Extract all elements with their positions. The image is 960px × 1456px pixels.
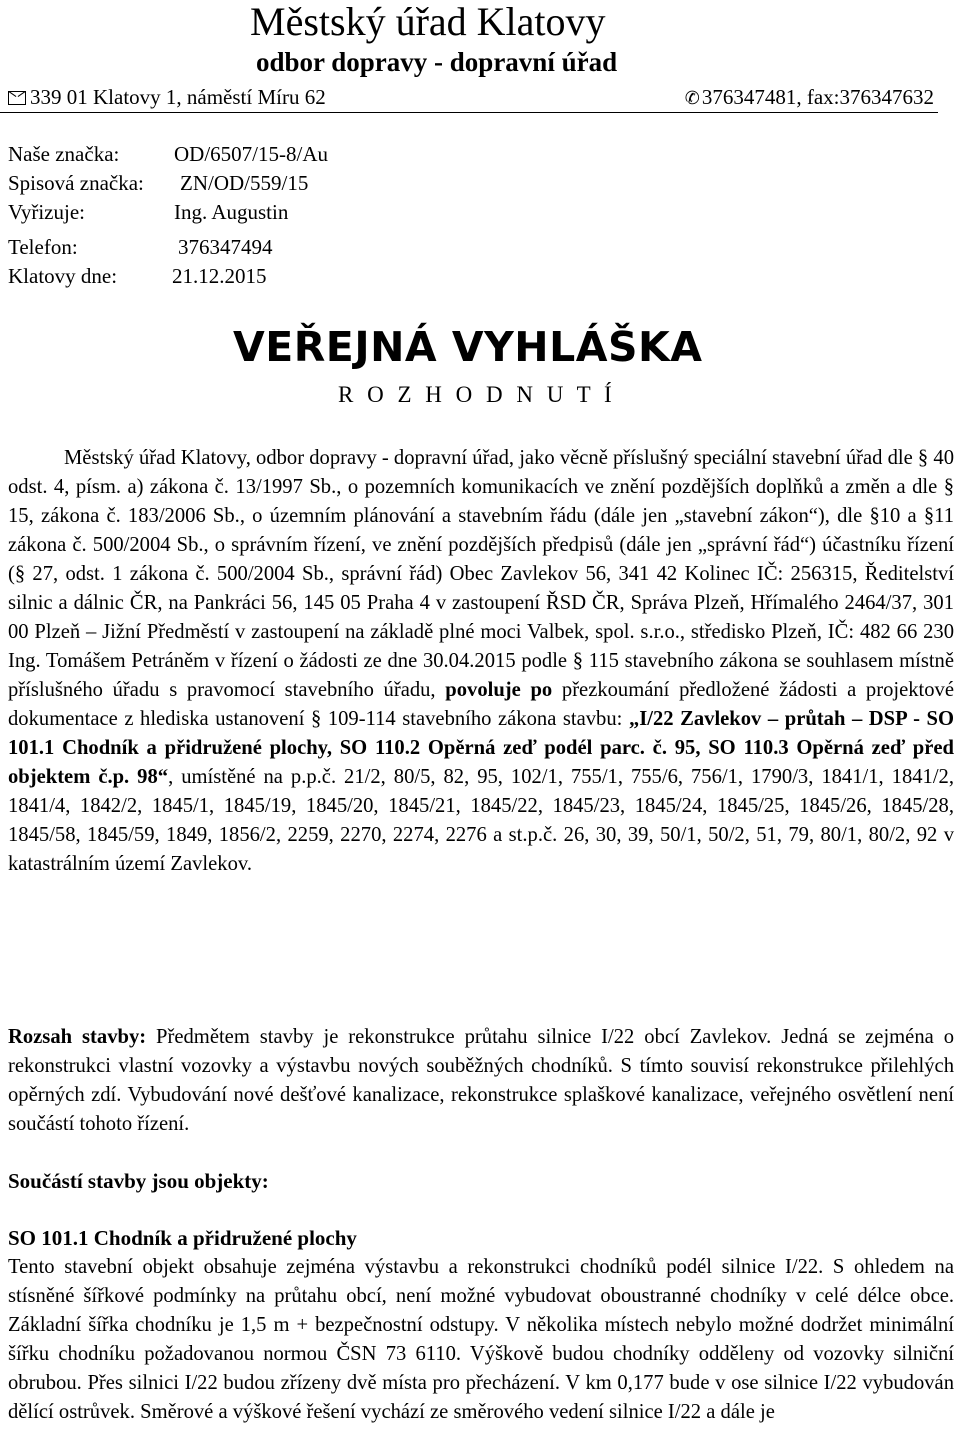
reference-row	[8, 140, 328, 168]
telephone-label: Telefon:	[8, 235, 78, 259]
scope-label: Rozsah stavby:	[8, 1026, 147, 1048]
envelope-icon	[8, 91, 26, 105]
reference-value: OD/6507/15-8/Au	[174, 142, 328, 166]
file-number-value: ZN/OD/559/15	[180, 171, 309, 195]
decision-heading: R O Z H O D N U T Í	[338, 382, 616, 407]
so-101-heading: SO 101.1 Chodník a přidružené plochy	[8, 1226, 357, 1250]
decision-paragraph	[8, 444, 954, 879]
decision-text-part1: Městský úřad Klatovy, odbor dopravy - dopravní úřad, jako věcně příslušný speciální stavební úřad dle § 40 odst. 4, písm. a) zákona č. 13/1997 Sb., o pozemních komunikacích ve znění pozdějších doplňků a změn a dle § 15, zákona č. 183/2006 Sb., o územním plánování a stavebním řádu (dále jen „stavební zákon“), dle §10 a §11 zákona č. 500/2004 Sb., o správním řízení, ve znění pozdějších předpisů (dále jen „správní řád“) účastníku řízení (§ 27, odst. 1 zákona č. 500/2004 Sb., správní řád) Obec Zavlekov 56, 341 42 Kolinec IČ: 256315, Ředitelství silnic a dálnic ČR, na Pankráci 56, 145 05 Praha 4 v zastoupení ŘSD ČR, Správa Plzeň, Hřímalého 2464/37, 301 00 Plzeň – Jižní Předměstí v zastoupení na základě plné moci Valbek, spol. s.r.o., středisko Plzeň, IČ: 482 66 230 Ing. Tomášem Petráněm v řízení o žádosti ze dne 30.04.2015 podle § 115 stavebního zákona se souhlasem místně příslušného úřadu s pravomocí stavebního úřadu,	[8, 447, 954, 701]
phone-fax-text: 376347481, fax:376347632	[701, 85, 934, 109]
file-number-label: Spisová značka:	[8, 171, 144, 195]
so-101-text: Tento stavební objekt obsahuje zejména výstavbu a rekonstrukci chodníků podél silnice I/22. S ohledem na stísněné šířkové podmínky na průtahu obcí, není možné vybudovat oboustranné chodníky v celé délce obce. Základní šířka chodníku je 1,5 m + bezpečnostní odstupy. V několika místech nebylo možné dodržet minimální šířku chodníku požadovanou normou ČSN 73 6110. Výškově budou chodníky odděleny od vozovky silniční obrubou. Přes silnici I/22 budou zřízeny dvě místa pro přecházení. V km 0,177 bude v ose silnice I/22 vybudován dělící ostrůvek. Směrové a výškové řešení vychází ze směrového vedení silnice I/22 a dále je	[8, 1256, 954, 1423]
handled-by-row	[8, 198, 288, 226]
construction-name: „I/22 Zavlekov – průtah – DSP - SO 101.1 Chodník a přidružené plochy, SO 110.2 Opěrná zeď podél parc. č. 95, SO 110.3 Opěrná zeď před objektem č.p. 98“	[8, 708, 954, 788]
address-line	[0, 82, 938, 113]
date-value: 21.12.2015	[172, 264, 267, 288]
telephone-value: 376347494	[178, 235, 273, 259]
decision-text-part3: , umístěné na p.p.č. 21/2, 80/5, 82, 95, 102/1, 755/1, 755/6, 756/1, 1790/3, 1841/1, 1841/2, 1841/4, 1842/2, 1845/1, 1845/19, 1845/20, 1845/21, 1845/22, 1845/23, 1845/24, 1845/25, 1845/26, 1845/28, 1845/58, 1845/59, 1849, 1856/2, 2259, 2270, 2274, 2276 a st.p.č. 26, 30, 39, 50/1, 50/2, 51, 79, 80/1, 80/2, 92 v katastrálním území Zavlekov.	[8, 766, 955, 875]
decision-text-part2: přezkoumání předložené žádosti a projektové dokumentace z hlediska ustanovení § 109-114 stavebního zákona stavbu:	[8, 679, 954, 730]
office-title: Městský úřad Klatovy	[250, 0, 606, 44]
so-101-paragraph	[8, 1253, 954, 1427]
date-row	[8, 262, 267, 290]
phone-icon: ✆	[684, 88, 700, 108]
file-number-row	[8, 169, 308, 197]
address-block	[8, 84, 326, 110]
reference-label: Naše značka:	[8, 142, 120, 166]
telephone-row	[8, 233, 273, 261]
public-notice-heading: VEŘEJNÁ VYHLÁŠKA	[233, 323, 703, 371]
contact-block	[685, 84, 934, 111]
department-title: odbor dopravy - dopravní úřad	[256, 47, 618, 77]
address-text: 339 01 Klatovy 1, náměstí Míru 62	[30, 85, 326, 109]
scope-paragraph	[8, 1023, 954, 1139]
handled-by-label: Vyřizuje:	[8, 200, 85, 224]
date-label: Klatovy dne:	[8, 264, 118, 288]
components-heading: Součástí stavby jsou objekty:	[8, 1169, 269, 1193]
handled-by-value: Ing. Augustin	[174, 200, 289, 224]
permits-phrase: povoluje po	[445, 679, 553, 701]
scope-text: Předmětem stavby je rekonstrukce průtahu silnice I/22 obcí Zavlekov. Jedná se zejména o rekonstrukci vlastní vozovky a výstavbu nových souběžných chodníků. S tímto souvisí rekonstrukce přilehlých opěrných zdí. Vybudování nové dešťové kanalizace, rekonstrukce splaškové kanalizace, veřejného osvětlení není součástí tohoto řízení.	[8, 1026, 955, 1135]
